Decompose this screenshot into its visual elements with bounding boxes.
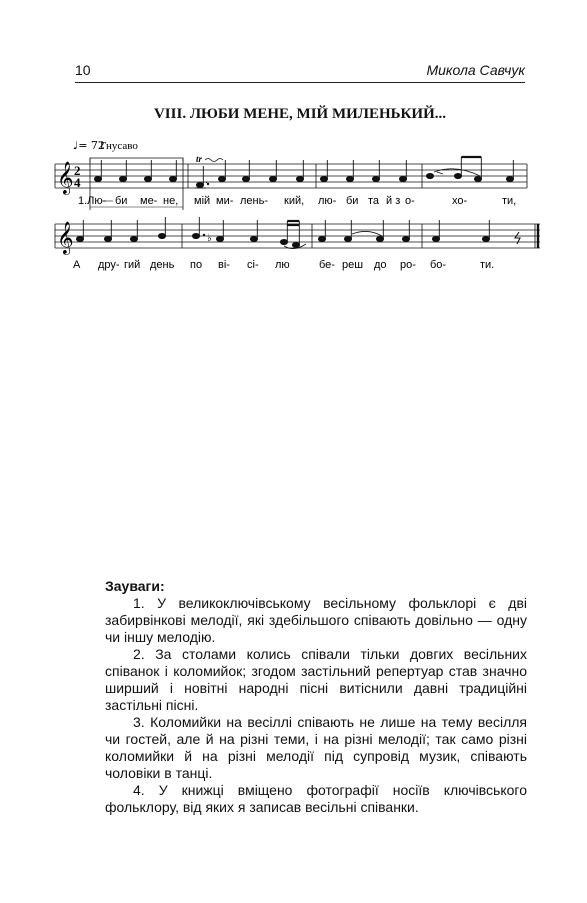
syllable: ме- (140, 195, 158, 207)
notes-staff-1 (94, 157, 513, 188)
syllable: сі- (247, 259, 259, 271)
syllable: день (150, 259, 175, 271)
syllable: ві- (218, 259, 230, 271)
syllable: ти. (480, 259, 495, 271)
time-signature-top: 2 (74, 163, 81, 178)
syllable: по (190, 259, 203, 271)
tempo-mark: ♩= 72 (73, 139, 105, 152)
syllable: лю (275, 259, 290, 271)
syllable: 1.Лю- (78, 195, 107, 207)
syllable: не, (163, 195, 179, 207)
slur (352, 231, 382, 236)
syllable: мій (194, 195, 211, 207)
syllable: бе- (319, 259, 335, 271)
syllable: ро- (400, 259, 416, 271)
syllable: лень- (240, 195, 269, 207)
notes-staff-2 (76, 217, 489, 248)
treble-clef-icon: 𝄞 (57, 161, 74, 194)
svg-text:.: . (205, 176, 208, 186)
syllable: бо- (430, 259, 447, 271)
trill-ornament: tr (196, 154, 203, 164)
page-number: 10 (75, 62, 91, 78)
note-paragraph: 3. Коломийки на весіллі співають не лише на тему весілля чи гостей, але й на різні теми, і на різні мелодії; так само різні коломийки й на різні мелодії під супровід музик, співають чоловіки в танці. (105, 714, 527, 781)
song-title: VIII. ЛЮБИ МЕНЕ, МІЙ МИЛЕНЬКИЙ... (153, 106, 447, 122)
notes-section (105, 578, 527, 816)
syllable: дру- (98, 259, 120, 271)
note-paragraph: 2. За столами колись співали тільки довгих весільних співанок і коломийок; згодом застільний репертуар став значно ширший і новітні народні пісні витіснили давні традиційні застільні пісні. (105, 646, 527, 713)
syllable: й з (386, 195, 401, 207)
running-title: Микола Савчук (426, 62, 525, 78)
music-notation (0, 0, 587, 300)
notes-heading: Зауваги: (105, 578, 165, 594)
syllable: А (73, 259, 81, 271)
treble-clef-icon: 𝄞 (57, 221, 74, 254)
syllable: хо- (452, 195, 468, 207)
tempo-marking: Гнусаво (100, 140, 138, 152)
syllable: би (346, 195, 359, 207)
lyrics-line-2 (73, 259, 494, 271)
note-paragraph: 4. У книжці вміщено фотографії носіїв ключівського фольклору, від яких я записав весільні співанки. (105, 782, 527, 815)
repeat-bracket (90, 158, 183, 162)
syllable: ми- (216, 195, 234, 207)
note-paragraph: 1. У великоключівському весільному фольклорі є дві забирвінкові мелодії, які здебільшого співають довільно — одну чи іншу мелодію. (105, 595, 527, 645)
syllable: би (115, 195, 128, 207)
syllable: реш (342, 259, 364, 271)
syllable: гий (124, 259, 141, 271)
syllable: о- (405, 195, 415, 207)
syllable: та (368, 195, 380, 207)
syllable: до (374, 259, 387, 271)
flat-icon: ♭ (207, 233, 212, 244)
syllable: лю- (318, 195, 337, 207)
lyrics-line-1 (78, 195, 516, 207)
syllable: кий, (284, 195, 305, 207)
time-signature-bottom: 4 (74, 175, 81, 190)
syllable: ти, (502, 195, 517, 207)
